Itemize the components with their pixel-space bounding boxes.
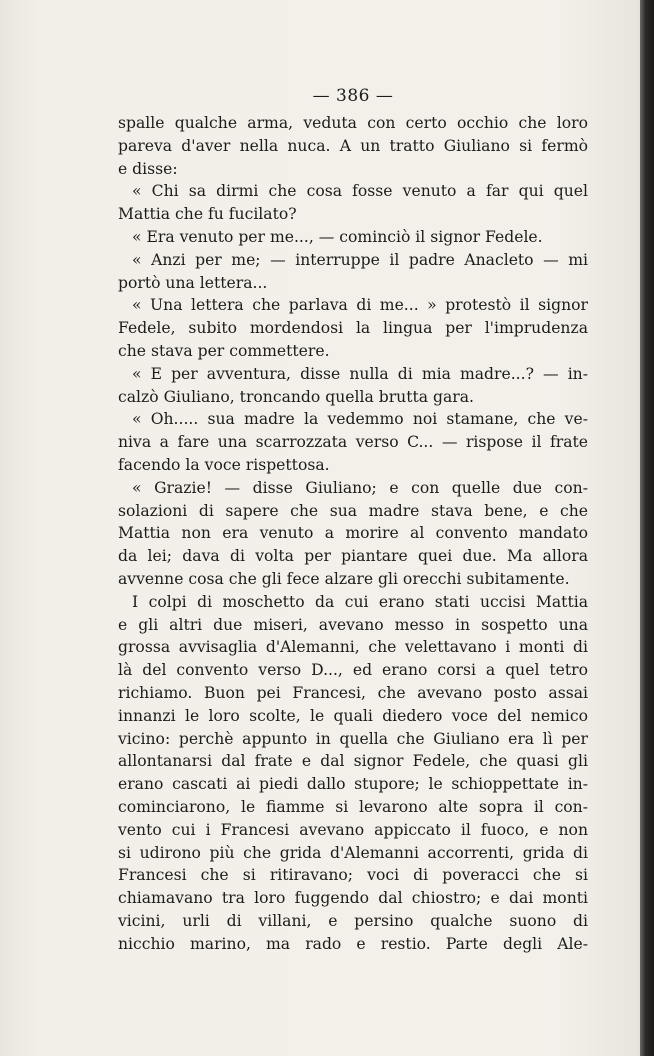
text-line: « Era venuto per me..., — cominciò il signor Fedele.: [132, 227, 543, 246]
text-line: avvenne cosa che gli fece alzare gli orecchi subitamente.: [118, 569, 570, 588]
page-body-text: [118, 112, 588, 955]
text-line: richiamo. Buon pei Francesi, che avevano posto assai: [118, 683, 588, 702]
text-line: nicchio marino, ma rado e restio. Parte degli Ale-: [118, 934, 588, 953]
text-line: « Una lettera che parlava di me... » protestò il signor: [132, 296, 588, 315]
page-number-header: — 386 —: [312, 86, 394, 106]
text-line: e gli altri due miseri, avevano messo in sospetto una: [118, 615, 588, 634]
text-line: solazioni di sapere che sua madre stava bene, e che: [118, 501, 588, 520]
text-line: Fedele, subito mordendosi la lingua per l'imprudenza: [118, 319, 588, 338]
text-line: Mattia che fu fucilato?: [118, 205, 297, 224]
text-line: cominciarono, le fiamme si levarono alte sopra il con-: [118, 797, 588, 816]
text-line: portò una lettera...: [118, 273, 268, 292]
text-line: erano cascati ai piedi dallo stupore; le schioppettate in-: [118, 775, 588, 794]
text-line: innanzi le loro scolte, le quali diedero voce del nemico: [118, 706, 588, 725]
text-line: chiamavano tra loro fuggendo dal chiostro; e dai monti: [118, 889, 588, 908]
text-line: calzò Giuliano, troncando quella brutta gara.: [118, 387, 474, 406]
text-line: che stava per commettere.: [118, 341, 330, 360]
text-line: vicini, urli di villani, e persino qualche suono di: [118, 911, 588, 930]
text-line: Mattia non era venuto a morire al convento mandato: [118, 524, 588, 543]
text-line: « Anzi per me; — interruppe il padre Anacleto — mi: [132, 250, 588, 269]
text-line: I colpi di moschetto da cui erano stati uccisi Mattia: [132, 592, 588, 611]
text-line: grossa avvisaglia d'Alemanni, che velettavano i monti di: [118, 638, 588, 657]
text-line: vicino: perchè appunto in quella che Giuliano era lì per: [118, 729, 588, 748]
text-line: « Oh..... sua madre la vedemmo noi stamane, che ve-: [132, 410, 588, 429]
text-line: Francesi che si ritiravano; voci di poveracci che si: [118, 866, 588, 885]
text-line: allontanarsi dal frate e dal signor Fedele, che quasi gli: [118, 752, 588, 771]
text-line: e disse:: [118, 159, 178, 178]
text-line: niva a fare una scarrozzata verso C... — rispose il frate: [118, 433, 588, 452]
text-line: spalle qualche arma, veduta con certo occhio che loro: [118, 114, 588, 132]
book-binding-edge: [640, 0, 654, 1056]
text-line: « E per avventura, disse nulla di mia madre...? — in-: [132, 364, 588, 383]
text-line: pareva d'aver nella nuca. A un tratto Giuliano si fermò: [118, 136, 588, 155]
text-line: « Chi sa dirmi che cosa fosse venuto a far qui quel: [132, 182, 588, 201]
text-line: da lei; dava di volta per piantare quei due. Ma allora: [118, 547, 588, 566]
text-line: là del convento verso D..., ed erano corsi a quel tetro: [118, 661, 588, 680]
text-line: si udirono più che grida d'Alemanni accorrenti, grida di: [118, 843, 588, 862]
text-line: facendo la voce rispettosa.: [118, 455, 330, 474]
text-line: « Grazie! — disse Giuliano; e con quelle due con-: [132, 478, 588, 497]
text-line: vento cui i Francesi avevano appiccato il fuoco, e non: [118, 820, 588, 839]
